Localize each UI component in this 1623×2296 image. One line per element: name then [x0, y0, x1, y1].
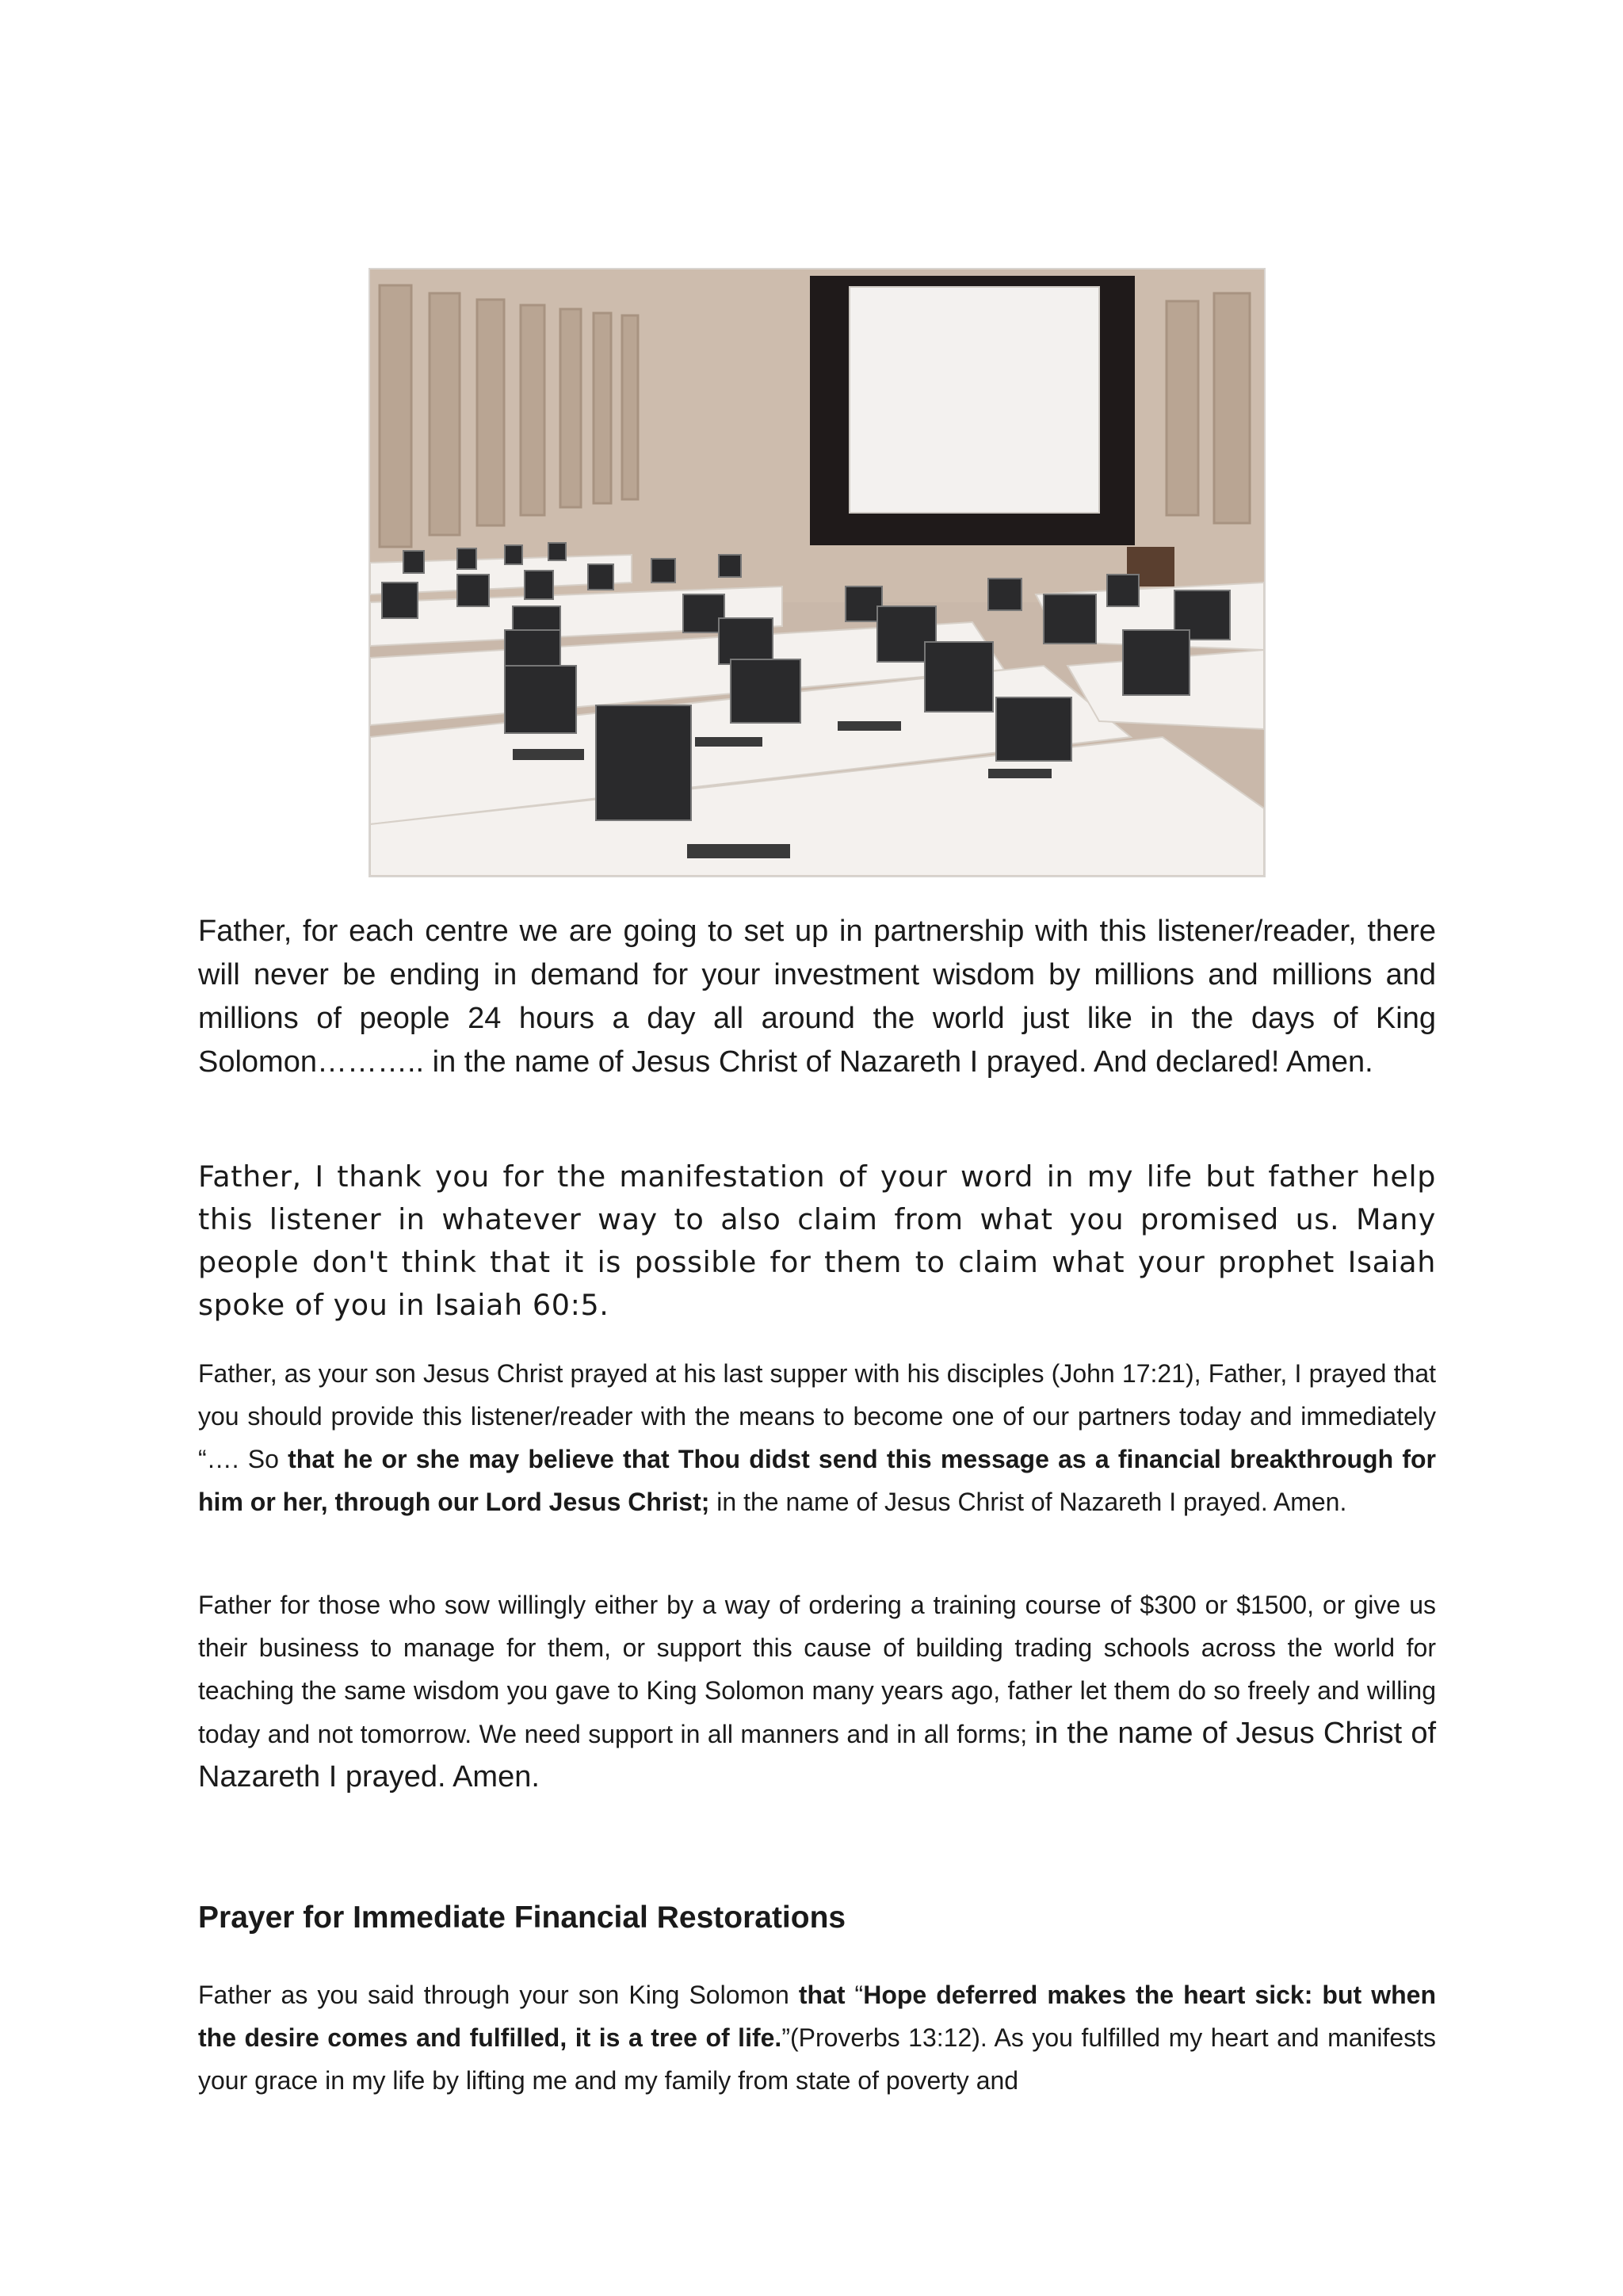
restoration-bold-quote: Hope deferred makes the heart sick: but when the desire comes and fulfilled, it is a tree of life. — [198, 1981, 1437, 2052]
sowers-ending: in the name of Jesus Christ of Nazareth I prayed. Amen. — [198, 1717, 1437, 1794]
partners-bold-text: that he or she may believe that Thou didst send this message as a financial breakthrough for him or her, through our Lord Jesus Christ; — [198, 1445, 1437, 1516]
restoration-quote-open: “ — [845, 1981, 864, 2009]
restoration-after: ”(Proverbs 13:12). As you fulfilled my heart and manifests your grace in my life by lifting me and my family from state of poverty and — [198, 2023, 1437, 2095]
restoration-that: that — [798, 1981, 846, 2009]
conference-room-photo — [369, 268, 1266, 877]
partners-outro: in the name of Jesus Christ of Nazareth I prayed. Amen. — [709, 1488, 1347, 1516]
conference-room-illustration — [370, 269, 1264, 876]
prayer-paragraph-partners — [198, 1352, 1436, 1523]
sowers-main-text: Father for those who sow willingly either by a way of ordering a training course of $300 or $1500, or give us their business to manage for them, or support this cause of building trading schools across the world for teaching the same wisdom you gave to King Solomon many years ago, father let them do so freely and willing today and not tomorrow. We need support in all manners and in all forms; — [198, 1591, 1436, 1748]
partners-intro: Father, as your son Jesus Christ prayed at his last supper with his disciples (John 17:21), Father, I prayed that you should provide this listener/reader with the means to become one of our partners today and immediately “…. So — [198, 1359, 1436, 1473]
prayer-paragraph-restoration — [198, 1973, 1436, 2102]
prayer-paragraph-manifestation: Father, I thank you for the manifestation of your word in my life but father help this listener in whatever way to also claim from what you promised us. Many people don't think that it is possible for them to claim what your prophet Isaiah spoke of you in Isaiah 60:5. — [198, 1159, 1436, 1322]
prayer-paragraph-sowers — [198, 1584, 1436, 1799]
restoration-intro: Father as you said through your son King Solomon — [198, 1981, 799, 2009]
section-heading: Prayer for Immediate Financial Restorations — [198, 1901, 846, 1935]
prayer-paragraph-centres: Father, for each centre we are going to set up in partnership with this listener/reader, there will never be ending in demand for your investment wisdom by millions and millions and millions of people 24 hours a day all around the world just like in the days of King Solomon……….. in the name of Jesus Christ of Nazareth I prayed. And declared! Amen. — [198, 915, 1436, 1079]
